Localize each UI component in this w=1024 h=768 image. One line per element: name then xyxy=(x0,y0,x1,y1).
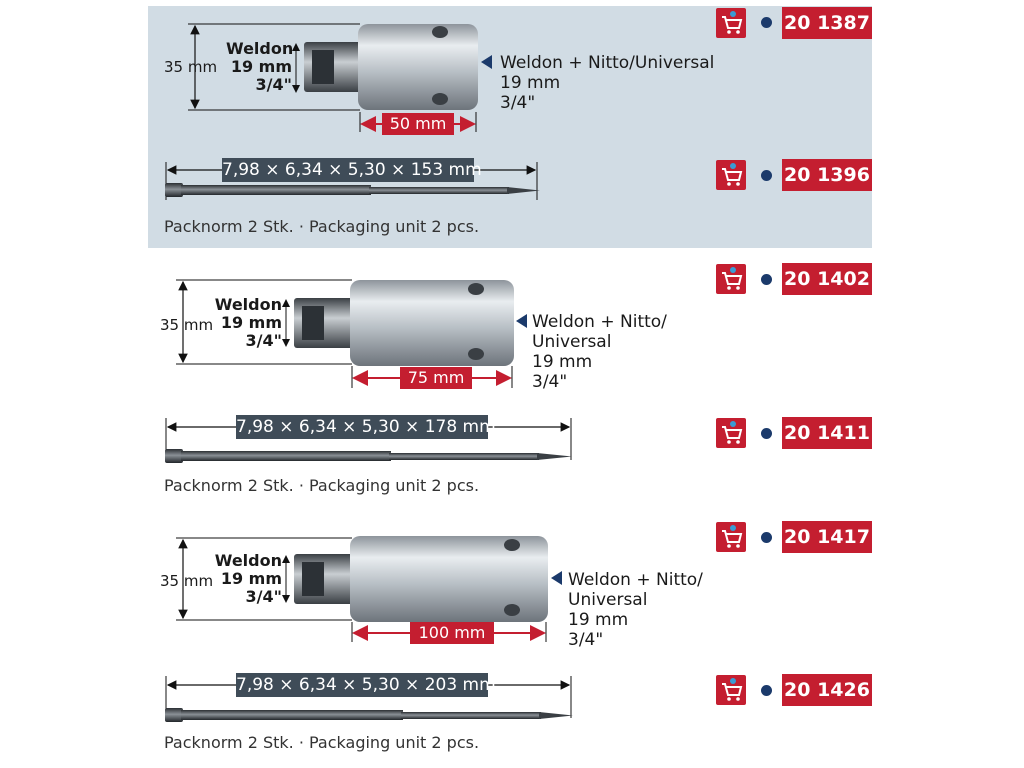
adapter-description-line: 19 mm xyxy=(568,610,629,630)
shopping-cart-icon xyxy=(716,8,746,38)
adapter-description-line: 19 mm xyxy=(532,352,593,372)
shank-weldon-label: Weldon xyxy=(214,551,282,570)
adapter-length-label: 50 mm xyxy=(382,113,454,135)
adapter-description-line: Weldon + Nitto/Universal xyxy=(500,53,715,73)
adapter-description-line: Weldon + Nitto/ xyxy=(532,312,667,332)
shopping-cart-icon xyxy=(716,675,746,705)
adapter-description-line: 19 mm xyxy=(500,73,561,93)
packaging-note: Packnorm 2 Stk. · Packaging unit 2 pcs. xyxy=(164,733,480,752)
pin-dimension-label: 7,98 × 6,34 × 5,30 × 153 mm xyxy=(222,160,482,180)
add-to-cart-button[interactable] xyxy=(716,418,746,448)
article-number: 20 1402 xyxy=(782,263,872,295)
shank-mm-label: 19 mm xyxy=(220,569,282,588)
adapter-height-label: 35 mm xyxy=(160,572,214,590)
triangle-pointer-icon xyxy=(551,571,562,585)
article-number: 20 1411 xyxy=(782,417,872,449)
adapter-description-line: Universal xyxy=(568,590,648,610)
shank-inch-label: 3/4" xyxy=(255,75,292,94)
adapter-height-label: 35 mm xyxy=(164,58,218,76)
add-to-cart-button[interactable] xyxy=(716,522,746,552)
pin-dimension-label: 7,98 × 6,34 × 5,30 × 203 mm xyxy=(236,675,496,695)
adapter-length-label: 100 mm xyxy=(410,622,494,644)
bullet-dot-icon xyxy=(761,428,772,439)
bullet-dot-icon xyxy=(761,685,772,696)
article-number: 20 1426 xyxy=(782,674,872,706)
bullet-dot-icon xyxy=(761,532,772,543)
adapter-description-line: Weldon + Nitto/ xyxy=(568,570,703,590)
add-to-cart-button[interactable] xyxy=(716,160,746,190)
adapter-height-label: 35 mm xyxy=(160,316,214,334)
bullet-dot-icon xyxy=(761,170,772,181)
adapter-description-line: 3/4" xyxy=(532,372,568,392)
shank-weldon-label: Weldon xyxy=(226,39,294,58)
article-number: 20 1417 xyxy=(782,521,872,553)
shank-mm-label: 19 mm xyxy=(230,57,292,76)
pin-dimension-label: 7,98 × 6,34 × 5,30 × 178 mm xyxy=(236,417,496,437)
article-number: 20 1396 xyxy=(782,159,872,191)
adapter-description-line: 3/4" xyxy=(568,630,604,650)
shopping-cart-icon xyxy=(716,418,746,448)
adapter-description-line: 3/4" xyxy=(500,93,536,113)
packaging-note: Packnorm 2 Stk. · Packaging unit 2 pcs. xyxy=(164,217,480,236)
packaging-note: Packnorm 2 Stk. · Packaging unit 2 pcs. xyxy=(164,476,480,495)
add-to-cart-button[interactable] xyxy=(716,8,746,38)
add-to-cart-button[interactable] xyxy=(716,675,746,705)
adapter-length-label: 75 mm xyxy=(400,367,472,389)
shank-inch-label: 3/4" xyxy=(245,331,282,350)
add-to-cart-button[interactable] xyxy=(716,264,746,294)
bullet-dot-icon xyxy=(761,274,772,285)
shank-weldon-label: Weldon xyxy=(214,295,282,314)
bullet-dot-icon xyxy=(761,17,772,28)
adapter-description-line: Universal xyxy=(532,332,612,352)
triangle-pointer-icon xyxy=(481,55,492,69)
shank-mm-label: 19 mm xyxy=(220,313,282,332)
shopping-cart-icon xyxy=(716,522,746,552)
article-number: 20 1387 xyxy=(782,7,872,39)
shank-inch-label: 3/4" xyxy=(245,587,282,606)
shopping-cart-icon xyxy=(716,160,746,190)
triangle-pointer-icon xyxy=(516,314,527,328)
shopping-cart-icon xyxy=(716,264,746,294)
